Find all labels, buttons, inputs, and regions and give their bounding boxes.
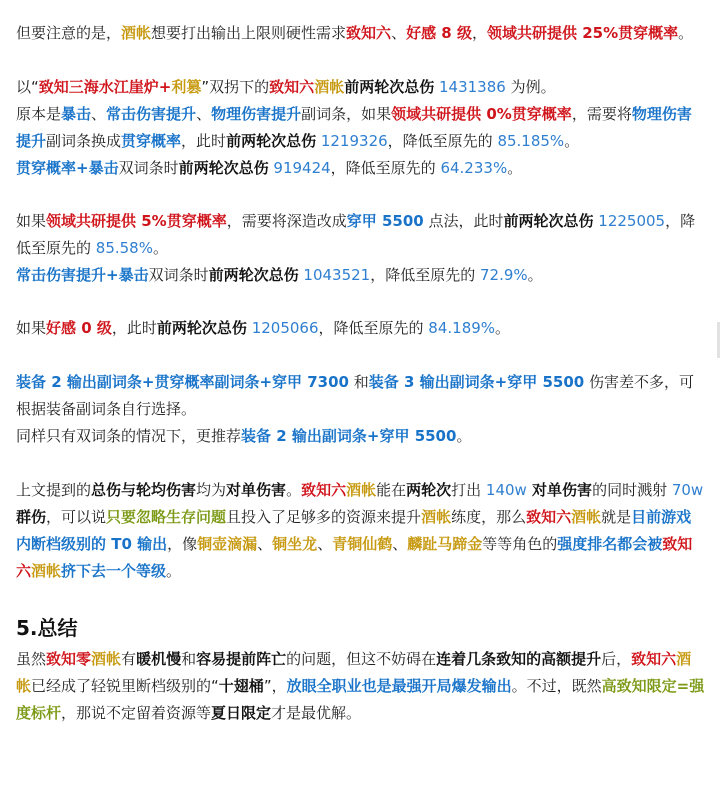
character-name: 铜坐龙 — [272, 535, 318, 553]
text: 上文提到的 — [16, 481, 92, 499]
text: 和 — [349, 373, 369, 391]
text: 双词条时 — [148, 266, 209, 284]
highlight-text: 放眼全职业也是最强开局爆发输出 — [286, 677, 512, 695]
text: 练度，那么 — [451, 508, 527, 526]
character-name: 酒帐 — [91, 650, 122, 668]
text: ，像 — [167, 535, 198, 553]
text: 想要打出输出上限则硬性需求 — [151, 24, 347, 42]
text: 原本是 — [16, 105, 62, 123]
text: 等等角色的 — [482, 535, 558, 553]
highlight-text: 领域共研提供 0%贯穿概率 — [391, 105, 572, 123]
damage-number: 140w — [485, 481, 527, 499]
text: 。 — [166, 562, 182, 580]
text: 打出 — [451, 481, 486, 499]
highlight-text: 致知六 — [346, 24, 392, 42]
text: 有 — [121, 650, 137, 668]
affinity-line — [16, 315, 706, 342]
text: 点法，此时 — [423, 212, 504, 230]
substat-line — [16, 101, 706, 155]
paragraph-affinity-0 — [16, 315, 706, 342]
text: ，降低至原先的 — [370, 266, 480, 284]
highlight-text: 致知六 — [631, 650, 677, 668]
bold-text: 前两轮次总伤 — [226, 132, 317, 150]
text: 、 — [391, 24, 407, 42]
paragraph-conclusion — [16, 646, 706, 727]
percentage: 85.185% — [497, 132, 565, 150]
highlight-text: + — [76, 159, 89, 177]
requirements-line — [16, 20, 706, 47]
text: ，此时 — [181, 132, 227, 150]
damage-number: 1431386 — [434, 78, 506, 96]
character-name: 麟趾马蹄金 — [407, 535, 483, 553]
character-name: 铜壶滴漏 — [197, 535, 258, 553]
paragraph-equipment — [16, 369, 706, 450]
bold-text: 前两轮次总伤 — [503, 212, 594, 230]
bold-text: 暖机慢 — [136, 650, 182, 668]
text: 才是最优解。 — [271, 704, 362, 722]
conclusion-text — [16, 646, 706, 727]
text: 、 — [91, 105, 107, 123]
text: 、 — [317, 535, 333, 553]
character-name: 酒帐 — [571, 508, 602, 526]
bold-text: 连着几条致知的高额提升 — [436, 650, 602, 668]
highlight-text: + — [158, 78, 172, 96]
bold-text: 总伤与轮均伤害 — [91, 481, 197, 499]
text: 。 — [495, 319, 511, 337]
text: 能在 — [376, 481, 407, 499]
text: ，降低至原先的 — [330, 159, 441, 177]
highlight-text: 装备 3 输出副词条+穿甲 5500 — [368, 373, 585, 391]
percentage: 85.58% — [95, 239, 153, 257]
text: 的同时溅射 — [592, 481, 672, 499]
text: 为例。 — [505, 78, 556, 96]
text: 如果 — [16, 212, 47, 230]
text: 副词条，如果 — [301, 105, 392, 123]
bold-text: 夏日限定 — [211, 704, 272, 722]
highlight-text: 常击伤害提升 — [16, 266, 107, 284]
text: 。 — [286, 481, 302, 499]
bold-text: 容易提前阵亡 — [196, 650, 287, 668]
section-heading: 5.总结 — [16, 616, 78, 640]
highlight-text: 致知三海水江崖炉 — [38, 78, 159, 96]
text: 均为 — [196, 481, 227, 499]
damage-number: 1225005 — [593, 212, 666, 230]
highlight-text: 高致知限定=强度标杆 — [16, 677, 705, 722]
text: 。 — [678, 24, 694, 42]
text: 、 — [392, 535, 408, 553]
text: ”双拐下的 — [201, 78, 270, 96]
text: ，需要将深造改成 — [226, 212, 347, 230]
highlight-text: 致知六 — [301, 481, 347, 499]
text: ，需要将 — [571, 105, 632, 123]
character-name: 酒帐 — [31, 562, 62, 580]
character-name: 酒帐 — [346, 481, 377, 499]
highlight-text: + — [106, 266, 119, 284]
highlight-text: 利篡 — [171, 78, 202, 96]
bold-text: 两轮次 — [406, 481, 452, 499]
paragraph-damage-comparison — [16, 74, 706, 182]
text: 虽然 — [16, 650, 47, 668]
highlight-text: 致知零 — [46, 650, 92, 668]
text: 。 — [152, 239, 168, 257]
paragraph-summary-damage — [16, 477, 706, 585]
highlight-text: 强度排名都会被 — [557, 535, 663, 553]
text: 、 — [257, 535, 273, 553]
substat-line — [16, 208, 706, 262]
text: ，降低至原先的 — [318, 319, 429, 337]
text: ，此时 — [111, 319, 157, 337]
text: 。不过，既然 — [511, 677, 602, 695]
text: 以“ — [16, 78, 39, 96]
text: ，降低至原先的 — [16, 212, 696, 257]
substat-line — [16, 155, 706, 182]
highlight-text: 装备 2 输出副词条+贯穿概率副词条+穿甲 7300 — [16, 373, 349, 391]
highlight-text: 暴击 — [61, 105, 92, 123]
text: 就是 — [601, 508, 632, 526]
paragraph-requirements — [16, 20, 706, 47]
bold-text: 前两轮次总伤 — [208, 266, 299, 284]
percentage: 84.189% — [428, 319, 496, 337]
text: 、 — [196, 105, 212, 123]
character-name: 青铜仙鹤 — [332, 535, 393, 553]
percentage: 64.233% — [440, 159, 508, 177]
text: 且投入了足够多的资源来提升 — [226, 508, 422, 526]
damage-number: 1043521 — [298, 266, 371, 284]
text: ，可以说 — [46, 508, 107, 526]
highlight-text: 暴击 — [118, 266, 149, 284]
text: 已经成了轻锐里断档级别的“ — [31, 677, 219, 695]
highlight-text: 好感 0 级 — [46, 319, 112, 337]
bold-text: 十翅桶 — [218, 677, 264, 695]
highlight-text: 穿甲 5500 — [346, 212, 424, 230]
highlight-text: 贯穿概率 — [121, 132, 182, 150]
equipment-line — [16, 369, 706, 423]
text: ，那说不定留着资源等 — [61, 704, 212, 722]
damage-number: 1219326 — [316, 132, 388, 150]
text: 副词条换成 — [46, 132, 122, 150]
highlight-text: 致知六 — [16, 535, 693, 580]
summary-text — [16, 477, 706, 585]
highlight-text: 装备 2 输出副词条+穿甲 5500 — [241, 427, 457, 445]
paragraph-penetration-5 — [16, 208, 706, 289]
equipment-line — [16, 423, 706, 450]
text: 的问题，但这不妨碍在 — [286, 650, 437, 668]
text: 同样只有双词条的情况下，更推荐 — [16, 427, 242, 445]
character-name: 酒帐 — [314, 78, 345, 96]
damage-number: 1205066 — [246, 319, 319, 337]
text: ”， — [263, 677, 287, 695]
text: 。 — [564, 132, 580, 150]
highlight-text: 只要忽略生存问题 — [106, 508, 227, 526]
text: 后， — [601, 650, 632, 668]
example-line — [16, 74, 706, 101]
text: 。 — [507, 159, 523, 177]
text: 但要注意的是， — [16, 24, 122, 42]
bold-text: 群伤 — [16, 508, 47, 526]
highlight-text: 致知六 — [269, 78, 315, 96]
text: 。 — [527, 266, 543, 284]
text: 和 — [181, 650, 197, 668]
highlight-text: 领域共研提供 5%贯穿概率 — [46, 212, 227, 230]
highlight-text: 物理伤害提升 — [211, 105, 302, 123]
highlight-text: 目前游戏内断档级别的 T0 输出 — [16, 508, 692, 553]
highlight-text: 贯穿概率 — [16, 159, 77, 177]
highlight-text: 常击伤害提升 — [106, 105, 197, 123]
damage-number: 70w — [671, 481, 704, 499]
bold-text: 前两轮次总伤 — [156, 319, 247, 337]
highlight-text: 好感 8 级 — [406, 24, 472, 42]
highlight-text: 挤下去一个等级 — [61, 562, 167, 580]
text: 双词条时 — [118, 159, 179, 177]
character-name: 酒帐 — [421, 508, 452, 526]
text: 伤害差不多，可根据装备副词条自行选择。 — [16, 373, 694, 418]
text: ， — [471, 24, 487, 42]
text: 。 — [456, 427, 472, 445]
bold-text: 前两轮次总伤 — [178, 159, 269, 177]
damage-number: 919424 — [268, 159, 331, 177]
highlight-text: 物理伤害提升 — [16, 105, 692, 150]
highlight-text: 暴击 — [88, 159, 119, 177]
highlight-text: 致知六 — [526, 508, 572, 526]
highlight-text: 领域共研提供 25%贯穿概率 — [486, 24, 679, 42]
text: ，降低至原先的 — [387, 132, 498, 150]
bold-text: 对单伤害 — [226, 481, 287, 499]
substat-line — [16, 262, 706, 289]
character-name: 酒帐 — [16, 650, 692, 695]
text: 如果 — [16, 319, 47, 337]
character-name: 酒帐 — [121, 24, 152, 42]
bold-text: 对单伤害 — [526, 481, 593, 499]
bold-text: 前两轮次总伤 — [344, 78, 435, 96]
percentage: 72.9% — [480, 266, 528, 284]
